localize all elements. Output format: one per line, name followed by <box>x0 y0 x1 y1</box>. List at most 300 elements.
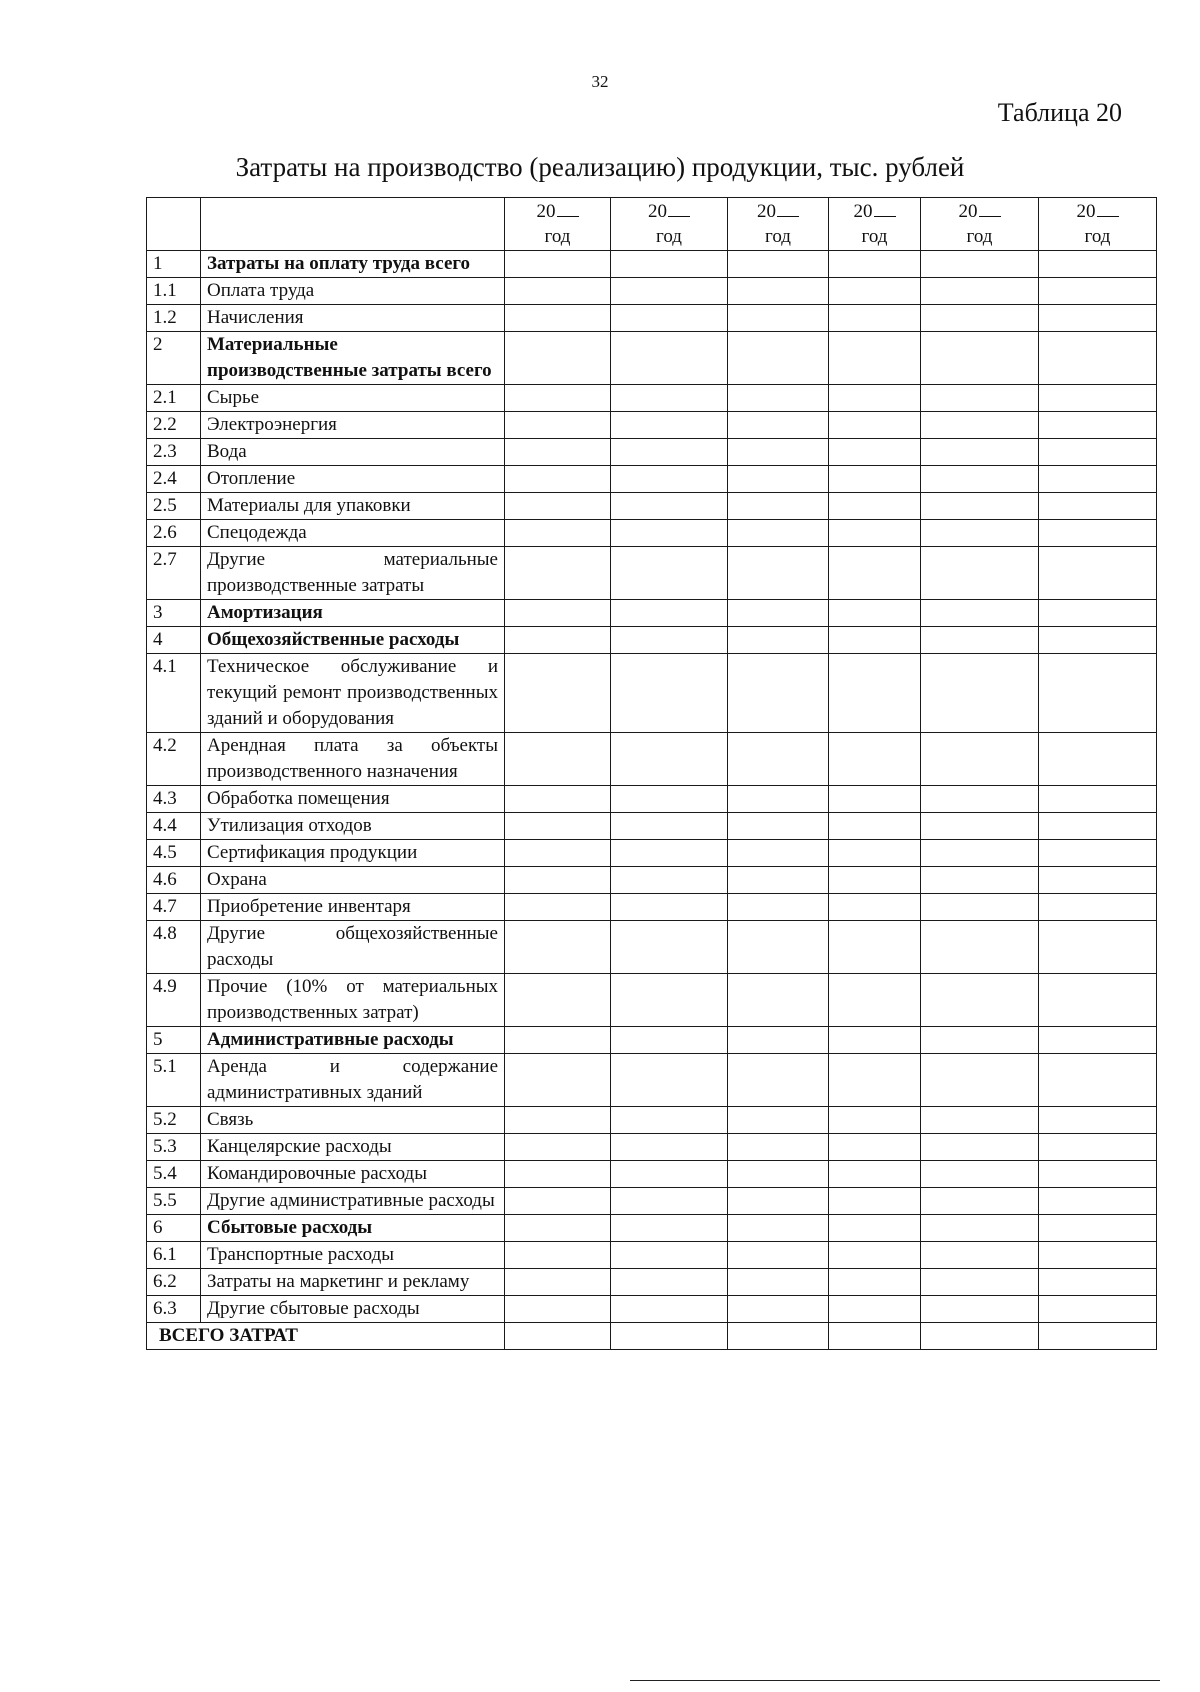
table-cell[interactable] <box>921 733 1039 786</box>
table-cell[interactable] <box>1039 786 1157 813</box>
table-cell[interactable] <box>611 1188 728 1215</box>
table-cell[interactable] <box>829 1188 921 1215</box>
header-num-cell <box>147 198 201 251</box>
table-cell[interactable] <box>1039 1215 1157 1242</box>
table-cell[interactable] <box>611 1215 728 1242</box>
row-label: Сбытовые расходы <box>201 1215 505 1242</box>
table-cell[interactable] <box>829 1054 921 1107</box>
table-cell[interactable] <box>829 439 921 466</box>
table-row <box>147 627 1157 654</box>
table-cell[interactable] <box>1039 466 1157 493</box>
table-cell[interactable] <box>611 1242 728 1269</box>
table-cell[interactable] <box>728 305 829 332</box>
table-cell[interactable] <box>829 547 921 600</box>
table-cell[interactable] <box>505 840 611 867</box>
row-number: 2.3 <box>147 439 201 466</box>
table-cell[interactable] <box>611 733 728 786</box>
table-cell[interactable] <box>611 547 728 600</box>
table-cell[interactable] <box>611 867 728 894</box>
cost-rows <box>147 251 1157 1323</box>
table-cell[interactable] <box>611 974 728 1027</box>
table-cell[interactable] <box>921 251 1039 278</box>
table-cell[interactable] <box>921 1215 1039 1242</box>
page-number: 32 <box>591 72 609 91</box>
table-cell[interactable] <box>728 894 829 921</box>
table-cell[interactable] <box>921 840 1039 867</box>
table-cell[interactable] <box>611 493 728 520</box>
table-cell[interactable] <box>728 1161 829 1188</box>
table-cell[interactable] <box>829 813 921 840</box>
year-header: 20 год <box>1039 198 1157 251</box>
table-cell[interactable] <box>505 305 611 332</box>
table-cell[interactable] <box>1039 278 1157 305</box>
row-label: Приобретение инвентаря <box>201 894 505 921</box>
table-cell[interactable] <box>728 840 829 867</box>
row-number: 5 <box>147 1027 201 1054</box>
table-cell[interactable] <box>829 840 921 867</box>
row-label: Начисления <box>201 305 505 332</box>
table-cell[interactable] <box>921 1027 1039 1054</box>
table-row <box>147 974 1157 1027</box>
table-cell[interactable] <box>1039 867 1157 894</box>
table-cell[interactable] <box>728 600 829 627</box>
table-cell[interactable] <box>921 654 1039 733</box>
row-number: 5.2 <box>147 1107 201 1134</box>
table-cell[interactable] <box>505 1215 611 1242</box>
table-cell[interactable] <box>1039 1269 1157 1296</box>
row-label: Прочие (10% от материальных производственных затрат) <box>201 974 505 1027</box>
table-cell[interactable] <box>829 733 921 786</box>
table-row <box>147 412 1157 439</box>
table-cell[interactable] <box>505 1161 611 1188</box>
table-row <box>147 1215 1157 1242</box>
table-cell[interactable] <box>921 867 1039 894</box>
table-cell[interactable] <box>728 493 829 520</box>
table-row <box>147 733 1157 786</box>
table-cell[interactable] <box>829 1323 921 1350</box>
table-cell[interactable] <box>505 600 611 627</box>
table-cell[interactable] <box>728 1296 829 1323</box>
table-cell[interactable] <box>829 894 921 921</box>
row-number: 6.1 <box>147 1242 201 1269</box>
table-row <box>147 1161 1157 1188</box>
table-row <box>147 385 1157 412</box>
row-label: Охрана <box>201 867 505 894</box>
table-cell[interactable] <box>1039 813 1157 840</box>
row-label: Оплата труда <box>201 278 505 305</box>
table-cell[interactable] <box>921 921 1039 974</box>
table-row <box>147 840 1157 867</box>
table-cell[interactable] <box>505 278 611 305</box>
table-row <box>147 520 1157 547</box>
table-cell[interactable] <box>728 627 829 654</box>
table-cell[interactable] <box>611 305 728 332</box>
table-cell[interactable] <box>611 385 728 412</box>
table-cell[interactable] <box>611 1107 728 1134</box>
header-row <box>147 198 1157 251</box>
row-number: 2.6 <box>147 520 201 547</box>
table-cell[interactable] <box>611 466 728 493</box>
table-cell[interactable] <box>1039 1188 1157 1215</box>
table-cell[interactable] <box>505 493 611 520</box>
table-cell[interactable] <box>1039 600 1157 627</box>
table-cell[interactable] <box>611 840 728 867</box>
table-row <box>147 466 1157 493</box>
table-row <box>147 1054 1157 1107</box>
table-cell[interactable] <box>829 1161 921 1188</box>
row-number: 2.1 <box>147 385 201 412</box>
table-cell[interactable] <box>921 786 1039 813</box>
table-cell[interactable] <box>921 627 1039 654</box>
table-cell[interactable] <box>829 1134 921 1161</box>
table-cell[interactable] <box>829 412 921 439</box>
table-cell[interactable] <box>921 600 1039 627</box>
table-cell[interactable] <box>611 1134 728 1161</box>
table-cell[interactable] <box>829 278 921 305</box>
table-cell[interactable] <box>921 278 1039 305</box>
table-cell[interactable] <box>728 547 829 600</box>
table-cell[interactable] <box>611 654 728 733</box>
table-cell[interactable] <box>728 921 829 974</box>
table-cell[interactable] <box>829 600 921 627</box>
table-row <box>147 654 1157 733</box>
table-cell[interactable] <box>1039 439 1157 466</box>
table-cell[interactable] <box>505 520 611 547</box>
table-cell[interactable] <box>728 412 829 439</box>
table-cell[interactable] <box>611 1269 728 1296</box>
table-cell[interactable] <box>611 412 728 439</box>
table-cell[interactable] <box>611 786 728 813</box>
table-cell[interactable] <box>829 1215 921 1242</box>
table-cell[interactable] <box>505 1054 611 1107</box>
table-cell[interactable] <box>829 921 921 974</box>
row-number: 4.8 <box>147 921 201 974</box>
row-label: Другие материальные производственные затраты <box>201 547 505 600</box>
table-cell[interactable] <box>829 786 921 813</box>
table-cell[interactable] <box>505 251 611 278</box>
row-label: Вода <box>201 439 505 466</box>
table-cell[interactable] <box>728 439 829 466</box>
table-cell[interactable] <box>829 1107 921 1134</box>
row-label: Сертификация продукции <box>201 840 505 867</box>
table-cell[interactable] <box>921 385 1039 412</box>
table-cell[interactable] <box>829 867 921 894</box>
table-cell[interactable] <box>829 627 921 654</box>
table-cell[interactable] <box>728 1323 829 1350</box>
row-number: 4.6 <box>147 867 201 894</box>
table-cell[interactable] <box>921 466 1039 493</box>
table-cell[interactable] <box>728 733 829 786</box>
table-cell[interactable] <box>505 813 611 840</box>
table-cell[interactable] <box>505 627 611 654</box>
table-label: Таблица 20 <box>997 98 1122 127</box>
table-cell[interactable] <box>505 974 611 1027</box>
table-cell[interactable] <box>611 439 728 466</box>
table-cell[interactable] <box>611 251 728 278</box>
table-cell[interactable] <box>1039 1107 1157 1134</box>
row-label: Административные расходы <box>201 1027 505 1054</box>
table-cell[interactable] <box>921 305 1039 332</box>
table-cell[interactable] <box>921 493 1039 520</box>
row-number: 6.3 <box>147 1296 201 1323</box>
table-cell[interactable] <box>829 385 921 412</box>
row-label: Амортизация <box>201 600 505 627</box>
table-cell[interactable] <box>728 1134 829 1161</box>
table-cell[interactable] <box>921 894 1039 921</box>
row-label: Техническое обслуживание и текущий ремонт производственных зданий и оборудования <box>201 654 505 733</box>
table-cell[interactable] <box>1039 412 1157 439</box>
header-item-cell <box>201 198 505 251</box>
table-cell[interactable] <box>505 1296 611 1323</box>
table-cell[interactable] <box>1039 1323 1157 1350</box>
table-row <box>147 1188 1157 1215</box>
row-number: 4.2 <box>147 733 201 786</box>
table-cell[interactable] <box>829 1242 921 1269</box>
table-cell[interactable] <box>728 1188 829 1215</box>
row-label: Отопление <box>201 466 505 493</box>
row-number: 1.2 <box>147 305 201 332</box>
table-cell[interactable] <box>1039 520 1157 547</box>
table-cell[interactable] <box>728 1107 829 1134</box>
table-cell[interactable] <box>728 654 829 733</box>
table-cell[interactable] <box>611 813 728 840</box>
table-cell[interactable] <box>505 332 611 385</box>
row-number: 1 <box>147 251 201 278</box>
table-cell[interactable] <box>611 894 728 921</box>
table-cell[interactable] <box>611 278 728 305</box>
table-row <box>147 493 1157 520</box>
table-row <box>147 1107 1157 1134</box>
table-cell[interactable] <box>505 439 611 466</box>
table-cell[interactable] <box>728 385 829 412</box>
table-cell[interactable] <box>728 520 829 547</box>
table-cell[interactable] <box>728 1215 829 1242</box>
table-row <box>147 278 1157 305</box>
table-cell[interactable] <box>921 332 1039 385</box>
table-cell[interactable] <box>505 894 611 921</box>
table-cell[interactable] <box>829 251 921 278</box>
table-cell[interactable] <box>1039 627 1157 654</box>
table-cell[interactable] <box>505 547 611 600</box>
row-number: 2.5 <box>147 493 201 520</box>
row-label: Канцелярские расходы <box>201 1134 505 1161</box>
row-label: Аренда и содержание административных зданий <box>201 1054 505 1107</box>
row-number: 2.2 <box>147 412 201 439</box>
table-cell[interactable] <box>921 1242 1039 1269</box>
table-cell[interactable] <box>611 1161 728 1188</box>
table-cell[interactable] <box>728 1242 829 1269</box>
table-cell[interactable] <box>1039 1027 1157 1054</box>
table-cell[interactable] <box>611 1296 728 1323</box>
table-cell[interactable] <box>1039 1242 1157 1269</box>
table-cell[interactable] <box>1039 733 1157 786</box>
table-cell[interactable] <box>505 466 611 493</box>
row-number: 4.1 <box>147 654 201 733</box>
table-cell[interactable] <box>921 1188 1039 1215</box>
table-cell[interactable] <box>728 786 829 813</box>
table-cell[interactable] <box>921 1134 1039 1161</box>
table-cell[interactable] <box>1039 1296 1157 1323</box>
row-label: Командировочные расходы <box>201 1161 505 1188</box>
total-row <box>147 1323 1157 1350</box>
table-cell[interactable] <box>1039 547 1157 600</box>
table-cell[interactable] <box>505 385 611 412</box>
table-cell[interactable] <box>1039 1161 1157 1188</box>
table-cell[interactable] <box>728 1027 829 1054</box>
table-cell[interactable] <box>829 974 921 1027</box>
cost-table <box>146 197 1157 1350</box>
row-number: 5.1 <box>147 1054 201 1107</box>
table-cell[interactable] <box>1039 1054 1157 1107</box>
row-label: Материалы для упаковки <box>201 493 505 520</box>
table-cell[interactable] <box>829 1296 921 1323</box>
row-number: 4.9 <box>147 974 201 1027</box>
table-cell[interactable] <box>505 733 611 786</box>
table-cell[interactable] <box>728 466 829 493</box>
table-cell[interactable] <box>921 1269 1039 1296</box>
table-cell[interactable] <box>505 921 611 974</box>
table-cell[interactable] <box>1039 654 1157 733</box>
table-cell[interactable] <box>921 974 1039 1027</box>
table-cell[interactable] <box>1039 894 1157 921</box>
table-cell[interactable] <box>921 547 1039 600</box>
table-cell[interactable] <box>921 1323 1039 1350</box>
table-cell[interactable] <box>921 1161 1039 1188</box>
table-cell[interactable] <box>728 867 829 894</box>
row-label: Затраты на оплату труда всего <box>201 251 505 278</box>
row-label: Транспортные расходы <box>201 1242 505 1269</box>
table-cell[interactable] <box>1039 305 1157 332</box>
table-cell[interactable] <box>1039 332 1157 385</box>
table-cell[interactable] <box>1039 840 1157 867</box>
table-cell[interactable] <box>505 412 611 439</box>
footer-line <box>630 1680 1160 1681</box>
row-label: Другие общехозяйственные расходы <box>201 921 505 974</box>
table-cell[interactable] <box>728 1269 829 1296</box>
row-label: Арендная плата за объекты производственного назначения <box>201 733 505 786</box>
year-header: 20 год <box>505 198 611 251</box>
row-number: 2 <box>147 332 201 385</box>
table-cell[interactable] <box>1039 974 1157 1027</box>
table-cell[interactable] <box>728 813 829 840</box>
table-row <box>147 251 1157 278</box>
table-cell[interactable] <box>505 786 611 813</box>
table-row <box>147 921 1157 974</box>
table-cell[interactable] <box>829 466 921 493</box>
table-cell[interactable] <box>921 439 1039 466</box>
table-cell[interactable] <box>1039 1134 1157 1161</box>
row-number: 5.4 <box>147 1161 201 1188</box>
table-cell[interactable] <box>611 1027 728 1054</box>
year-header: 20 год <box>921 198 1039 251</box>
row-number: 4.3 <box>147 786 201 813</box>
row-number: 4 <box>147 627 201 654</box>
table-row <box>147 547 1157 600</box>
table-row <box>147 1242 1157 1269</box>
year-header: 20 год <box>611 198 728 251</box>
table-cell[interactable] <box>728 974 829 1027</box>
table-cell[interactable] <box>1039 493 1157 520</box>
row-label: Электроэнергия <box>201 412 505 439</box>
table-cell[interactable] <box>728 332 829 385</box>
table-row <box>147 1027 1157 1054</box>
year-header: 20 год <box>728 198 829 251</box>
table-cell[interactable] <box>505 1269 611 1296</box>
table-cell[interactable] <box>829 493 921 520</box>
table-cell[interactable] <box>505 654 611 733</box>
table-cell[interactable] <box>611 332 728 385</box>
table-cell[interactable] <box>505 1134 611 1161</box>
table-cell[interactable] <box>829 305 921 332</box>
table-cell[interactable] <box>505 1027 611 1054</box>
table-cell[interactable] <box>921 813 1039 840</box>
table-cell[interactable] <box>921 520 1039 547</box>
table-cell[interactable] <box>505 867 611 894</box>
table-cell[interactable] <box>921 1107 1039 1134</box>
row-number: 4.4 <box>147 813 201 840</box>
row-label: Спецодежда <box>201 520 505 547</box>
table-row <box>147 1269 1157 1296</box>
table-title: Затраты на производство (реализацию) продукции, тыс. рублей <box>235 152 965 182</box>
row-number: 4.7 <box>147 894 201 921</box>
row-label: Другие сбытовые расходы <box>201 1296 505 1323</box>
table-cell[interactable] <box>1039 385 1157 412</box>
table-cell[interactable] <box>611 627 728 654</box>
row-label: Общехозяйственные расходы <box>201 627 505 654</box>
row-number: 2.4 <box>147 466 201 493</box>
table-cell[interactable] <box>505 1242 611 1269</box>
table-cell[interactable] <box>829 1269 921 1296</box>
row-label: Материальные производственные затраты всего <box>201 332 505 385</box>
table-cell[interactable] <box>728 278 829 305</box>
table-cell[interactable] <box>505 1188 611 1215</box>
total-label: ВСЕГО ЗАТРАТ <box>147 1323 505 1350</box>
table-cell[interactable] <box>829 654 921 733</box>
table-cell[interactable] <box>505 1107 611 1134</box>
table-cell[interactable] <box>829 332 921 385</box>
table-row <box>147 1296 1157 1323</box>
table-row <box>147 1134 1157 1161</box>
table-cell[interactable] <box>921 1296 1039 1323</box>
table-cell[interactable] <box>611 1323 728 1350</box>
row-number: 6 <box>147 1215 201 1242</box>
table-cell[interactable] <box>611 921 728 974</box>
table-cell[interactable] <box>1039 921 1157 974</box>
table-row <box>147 786 1157 813</box>
table-cell[interactable] <box>611 520 728 547</box>
row-label: Обработка помещения <box>201 786 505 813</box>
row-label: Утилизация отходов <box>201 813 505 840</box>
table-cell[interactable] <box>611 600 728 627</box>
table-row <box>147 894 1157 921</box>
table-cell[interactable] <box>829 1027 921 1054</box>
row-label: Сырье <box>201 385 505 412</box>
table-row <box>147 813 1157 840</box>
table-cell[interactable] <box>728 1054 829 1107</box>
table-cell[interactable] <box>921 1054 1039 1107</box>
table-cell[interactable] <box>829 520 921 547</box>
table-cell[interactable] <box>1039 251 1157 278</box>
table-cell[interactable] <box>728 251 829 278</box>
row-number: 2.7 <box>147 547 201 600</box>
table-cell[interactable] <box>505 1323 611 1350</box>
row-label: Другие административные расходы <box>201 1188 505 1215</box>
table-cell[interactable] <box>611 1054 728 1107</box>
table-cell[interactable] <box>921 412 1039 439</box>
table-row <box>147 439 1157 466</box>
row-number: 6.2 <box>147 1269 201 1296</box>
year-header: 20 год <box>829 198 921 251</box>
